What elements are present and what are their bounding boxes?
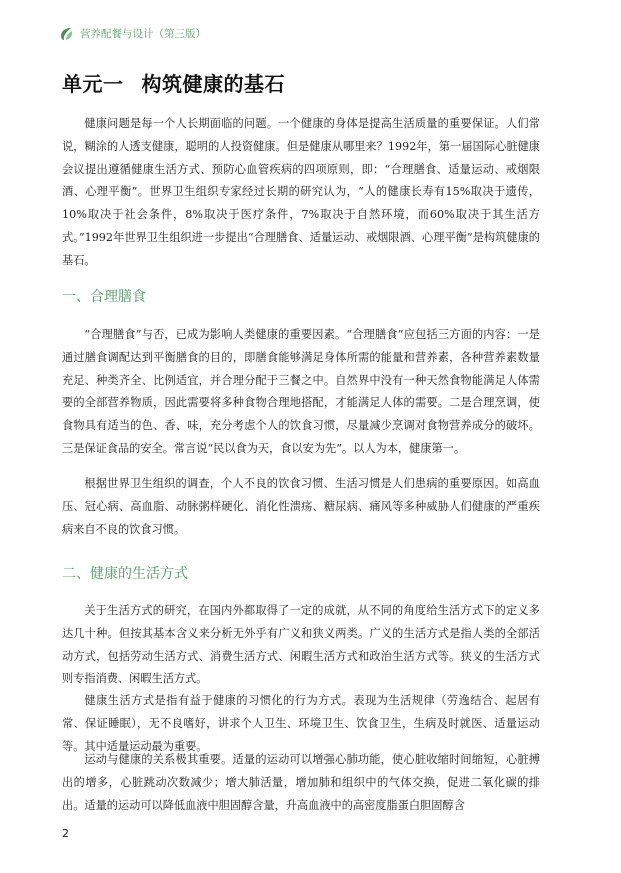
- unit-title: 构筑健康的基石: [141, 72, 285, 96]
- section1-paragraph-2: 根据世界卫生组织的调查，个人不良的饮食习惯、生活习惯是人们患病的重要原因。如高血压、冠心病、高血脂、动脉粥样硬化、消化性溃疡、糖尿病、痛风等多种威胁人们健康的严重疾病来自不良的饮食习惯。: [62, 477, 540, 536]
- section2-paragraph-1: 关于生活方式的研究，在国内外都取得了一定的成就，从不同的角度给生活方式下的定义多达几十种。但按其基本含义来分析无外乎有广义和狭义两类。广义的生活方式是指人类的全部活动方式，包括劳动生活方式、消费生活方式、闲暇生活方式和政治生活方式等。狭义的生活方式则专指消费、闲暇生活方式。: [62, 604, 540, 686]
- running-header: [60, 26, 206, 41]
- section-heading-balanced-diet: 一、合理膳食: [62, 289, 146, 305]
- book-title: 营养配餐与设计（第三版）: [80, 28, 206, 40]
- intro-paragraph: 健康问题是每一个人长期面临的问题。一个健康的身体是提高生活质量的重要保证。人们常说，糊涂的人透支健康，聪明的人投资健康。但是健康从哪里来？1992年，第一届国际心脏健康会议提出遵循健康生活方式、预防心血管疾病的四项原则，即：“合理膳食、适量运动、戒烟限酒、心理平衡”。世界卫生组织专家经过长期的研究认为，“人的健康长寿有15%取决于遗传，10%取决于社会条件，8%取决于医疗条件，7%取决于自然环境，而60%取决于其生活方式。”1992年世界卫生组织进一步提出“合理膳食、适量运动、戒烟限酒、心理平衡”是构筑健康的基石。: [62, 117, 540, 267]
- unit-heading: [62, 68, 285, 97]
- page-number: 2: [62, 827, 69, 840]
- section2-paragraph-2: 健康生活方式是指有益于健康的习惯化的行为方式。表现为生活规律（劳逸结合、起居有常、保证睡眠），无不良嗜好，讲求个人卫生、环境卫生、饮食卫生，生病及时就医、适量运动等。其中适量运动最为重要。: [62, 694, 540, 753]
- unit-number: 单元一: [62, 72, 124, 96]
- section2-paragraph-3: 运动与健康的关系极其重要。适量的运动可以增强心肺功能，使心脏收缩时间缩短，心脏搏出的增多，心脏跳动次数减少；增大肺活量，增加肺和组织中的气体交换，促进二氧化碳的排出。适量的运动可以降低血液中胆固醇含量，升高血液中的高密度脂蛋白胆固醇含: [62, 753, 540, 812]
- section1-paragraph-1: “合理膳食”与否，已成为影响人类健康的重要因素。“合理膳食”应包括三方面的内容：一是通过膳食调配达到平衡膳食的目的，即膳食能够满足身体所需的能量和营养素，各种营养素数量充足、种类齐全、比例适宜，并合理分配于三餐之中。自然界中没有一种天然食物能满足人体需要的全部营养物质，因此需要将多种食物合理地搭配，才能满足人体的需要。二是合理烹调，使食物具有适当的色、香、味，充分考虑个人的饮食习惯，尽量减少烹调对食物营养成分的破坏。三是保证食品的安全。常言说“民以食为天，食以安为先”。以人为本，健康第一。: [62, 328, 540, 455]
- section-heading-healthy-lifestyle: 二、健康的生活方式: [62, 566, 188, 582]
- leaf-icon: [60, 27, 74, 41]
